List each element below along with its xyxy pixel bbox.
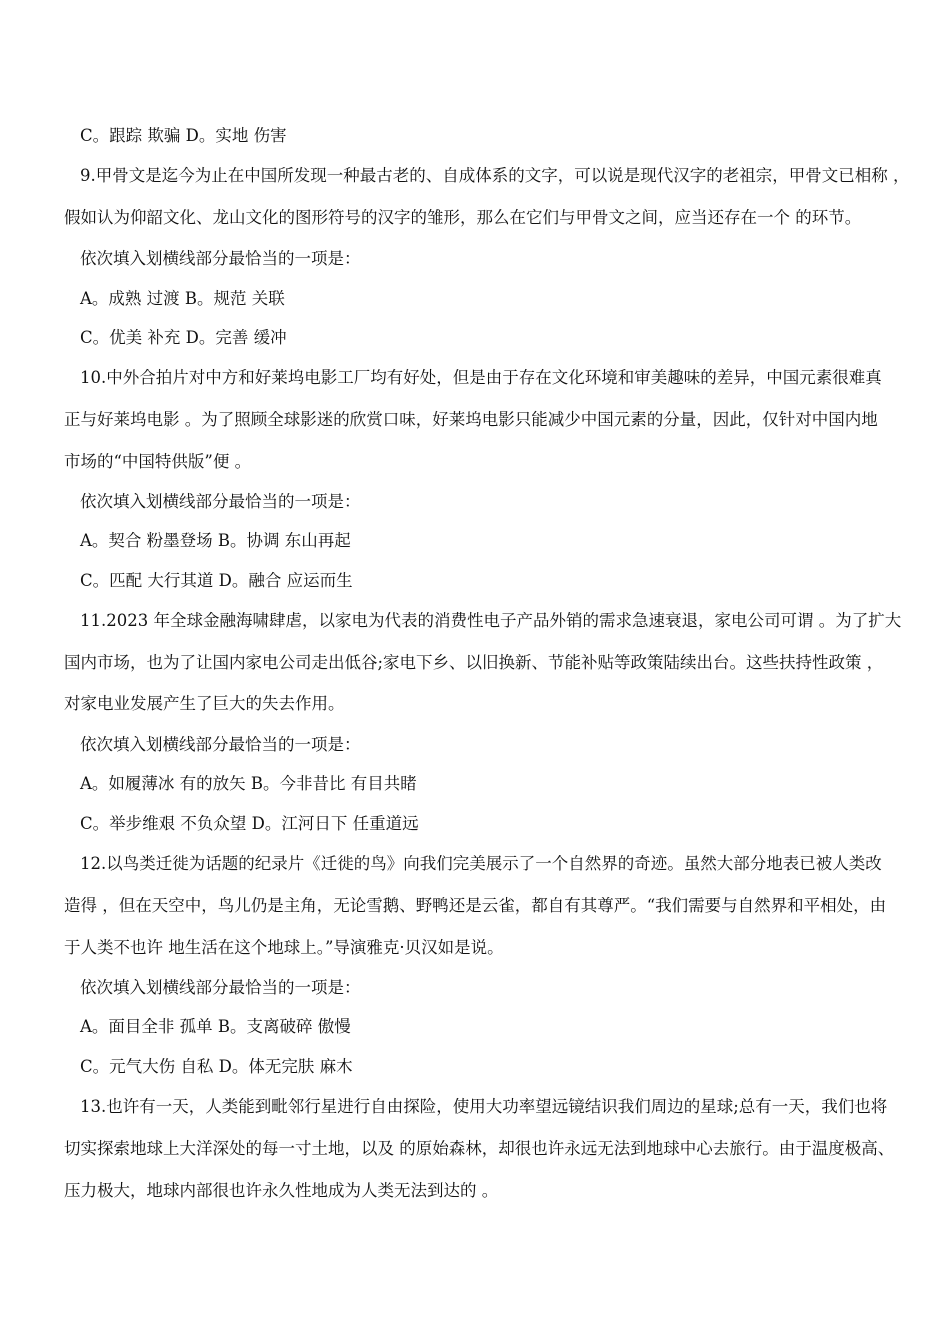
question-10-text-line-1: 10.中外合拍片对中方和好莱坞电影工厂均有好处，但是由于存在文化环境和审美趣味的差异，中国元素很难真 (80, 368, 882, 387)
option-line-c-q8: C。跟踪 欺骗 D。实地 伤害 (80, 126, 287, 145)
question-12-text-line-1: 12.以鸟类迁徙为话题的纪录片《迁徙的鸟》向我们完美展示了一个自然界的奇迹。虽然大部分地表已被人类改 (80, 854, 882, 873)
question-11-text-line-3: 对家电业发展产生了巨大的失去作用。 (64, 694, 345, 713)
question-12-options-ab: A。面目全非 孤单 B。支离破碎 傲慢 (80, 1017, 351, 1036)
question-10-options-cd: C。匹配 大行其道 D。融合 应运而生 (80, 571, 353, 590)
question-9-options-ab: A。成熟 过渡 B。规范 关联 (80, 289, 285, 308)
question-9-options-cd: C。优美 补充 D。完善 缓冲 (80, 328, 287, 347)
question-12-text-line-3: 于人类不也许 地生活在这个地球上。”导演雅克·贝汉如是说。 (64, 938, 504, 957)
question-10-options-ab: A。契合 粉墨登场 B。协调 东山再起 (80, 531, 351, 550)
question-9-text-line-1: 9.甲骨文是迄今为止在中国所发现一种最古老的、自成体系的文字，可以说是现代汉字的老祖宗，甲骨文已相称 ， (80, 166, 910, 185)
question-13-text-line-3: 压力极大，地球内部很也许永久性地成为人类无法到达的 。 (64, 1181, 499, 1200)
question-10-text-line-3: 市场的“中国特供版”便 。 (64, 452, 252, 471)
question-9-text-line-2: 假如认为仰韶文化、龙山文化的图形符号的汉字的雏形，那么在它们与甲骨文之间，应当还存在一个 的环节。 (64, 208, 862, 227)
question-11-text-line-1: 11.2023 年全球金融海啸肆虐，以家电为代表的消费性电子产品外销的需求急速衰退，家电公司可谓 。为了扩大 (80, 611, 902, 630)
question-13-text-line-2: 切实探索地球上大洋深处的每一寸土地，以及 的原始森林，却很也许永远无法到地球中心去旅行。由于温度极高、 (64, 1139, 895, 1158)
question-12-instruction: 依次填入划横线部分最恰当的一项是： (80, 978, 361, 997)
question-11-options-ab: A。如履薄冰 有的放矢 B。今非昔比 有目共睹 (80, 774, 417, 793)
question-11-instruction: 依次填入划横线部分最恰当的一项是： (80, 735, 361, 754)
question-11-options-cd: C。举步维艰 不负众望 D。江河日下 任重道远 (80, 814, 419, 833)
question-12-options-cd: C。元气大伤 自私 D。体无完肤 麻木 (80, 1057, 353, 1076)
question-11-text-line-2: 国内市场，也为了让国内家电公司走出低谷;家电下乡、以旧换新、节能补贴等政策陆续出台。这些扶持性政策 ， (64, 653, 884, 672)
question-10-instruction: 依次填入划横线部分最恰当的一项是： (80, 492, 361, 511)
question-13-text-line-1: 13.也许有一天，人类能到毗邻行星进行自由探险，使用大功率望远镜结识我们周边的星球;总有一天，我们也将 (80, 1097, 888, 1116)
question-10-text-line-2: 正与好莱坞电影 。为了照顾全球影迷的欣赏口味，好莱坞电影只能减少中国元素的分量，因此，仅针对中国内地 (64, 410, 878, 429)
question-12-text-line-2: 造得 ，但在天空中，鸟儿仍是主角，无论雪鹅、野鸭还是云雀，都自有其尊严。“我们需要与自然界和平相处，由 (64, 896, 887, 915)
question-9-instruction: 依次填入划横线部分最恰当的一项是： (80, 249, 361, 268)
